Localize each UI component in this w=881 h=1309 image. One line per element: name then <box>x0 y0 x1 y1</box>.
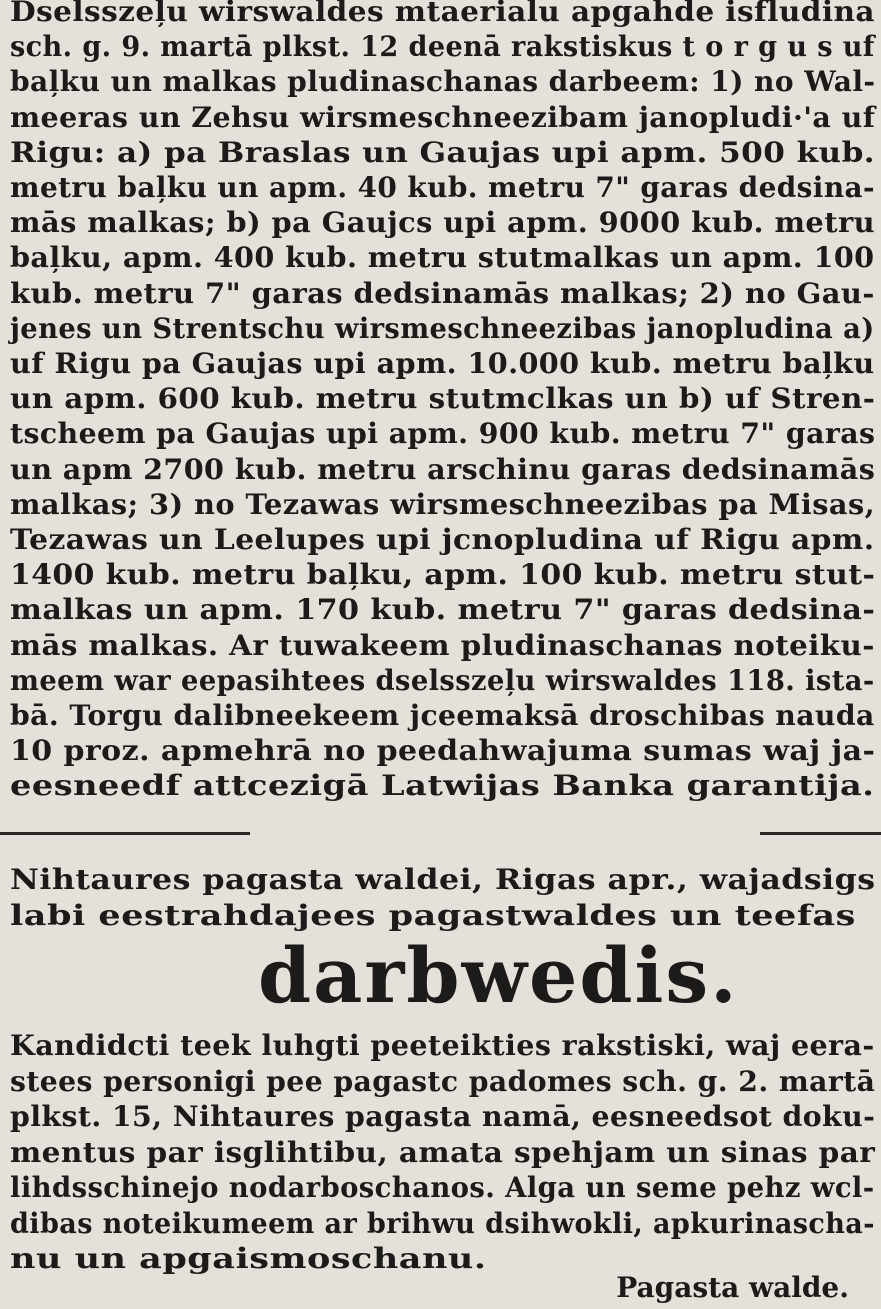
text-line: bā. Torgu dalibneekeem jceemaksā droschibas nauda <box>10 699 875 732</box>
text-line: un apm. 600 kub. metru stutmclkas un b) uf Stren- <box>10 382 876 416</box>
text-line: 10 proz. apmehrā no peedahwajuma sumas waj ja- <box>10 734 876 768</box>
divider-left <box>0 832 250 835</box>
text-line: malkas; 3) no Tezawas wirsmeschneezibas pa Misas, <box>10 487 876 521</box>
text-line: Kandidcti teek luhgti peeteikties rakstiski, waj eera- <box>10 1029 875 1062</box>
text-line: baļku un malkas pludinaschanas darbeem: 1) no Wal- <box>10 65 876 99</box>
text-line: metru baļku un apm. 40 kub. metru 7" garas dedsina- <box>10 171 876 204</box>
text-line: kub. metru 7" garas dedsinamās malkas; 2) no Gau- <box>10 276 875 310</box>
text-line: Dselsszeļu wirswaldes mtaerialu apgahde isfludina <box>10 0 876 28</box>
text-line: plkst. 15, Nihtaures pagasta namā, eesneedsot doku- <box>10 1100 876 1133</box>
text-line: uf Rigu pa Gaujas upi apm. 10.000 kub. metru baļku <box>10 347 875 380</box>
text-line: Nihtaures pagasta waldei, Rigas apr., wajadsigs <box>10 863 876 896</box>
text-line: nu un apgaismoschanu. <box>10 1242 487 1275</box>
text-line: dibas noteikumeem ar brihwu dsihwokli, apkurinascha- <box>10 1206 875 1240</box>
text-line: eesneedf attcezigā Latwijas Banka garantija. <box>10 769 875 803</box>
text-line: sch. g. 9. martā plkst. 12 deenā rakstiskus t o r g u s uf <box>10 30 875 64</box>
divider-right <box>760 832 881 835</box>
job-title-headline: darbwedis. <box>258 931 739 1020</box>
text-line: mentus par isglihtibu, amata spehjam un sinas par <box>10 1135 876 1169</box>
text-line: meem war eepasihtees dselsszeļu wirswaldes 118. ista- <box>10 663 875 697</box>
text-line: mās malkas. Ar tuwakeem pludinaschanas noteiku- <box>10 628 875 662</box>
text-line: 1400 kub. metru baļku, apm. 100 kub. metru stut- <box>10 558 876 592</box>
text-line: mās malkas; b) pa Gaujcs upi apm. 9000 kub. metru <box>10 206 875 240</box>
text-line: lihdsschinejo nodarboschanos. Alga un seme pehz wcl- <box>10 1171 875 1204</box>
text-line: Rigu: a) pa Braslas un Gaujas upi apm. 500 kub. <box>10 135 876 169</box>
text-line: stees personigi pee pagastc padomes sch. g. 2. martā <box>10 1064 876 1098</box>
text-line: baļku, apm. 400 kub. metru stutmalkas un apm. 100 <box>10 241 875 275</box>
text-line: meeras un Zehsu wirsmeschneezibam janopludi·'a uf <box>10 100 876 134</box>
text-line: Tezawas un Leelupes upi jcnopludina uf Rigu apm. <box>10 523 875 556</box>
signature: Pagasta walde. <box>616 1271 849 1304</box>
text-line: jenes un Strentschu wirsmeschneezibas janopludina a) <box>10 311 875 345</box>
text-line: labi eestrahdajees pagastwaldes un teefas <box>10 899 856 932</box>
text-line: malkas un apm. 170 kub. metru 7" garas dedsina- <box>10 593 876 627</box>
text-line: tscheem pa Gaujas upi apm. 900 kub. metru 7" garas <box>10 417 876 451</box>
text-line: un apm 2700 kub. metru arschinu garas dedsinamās <box>10 452 876 486</box>
